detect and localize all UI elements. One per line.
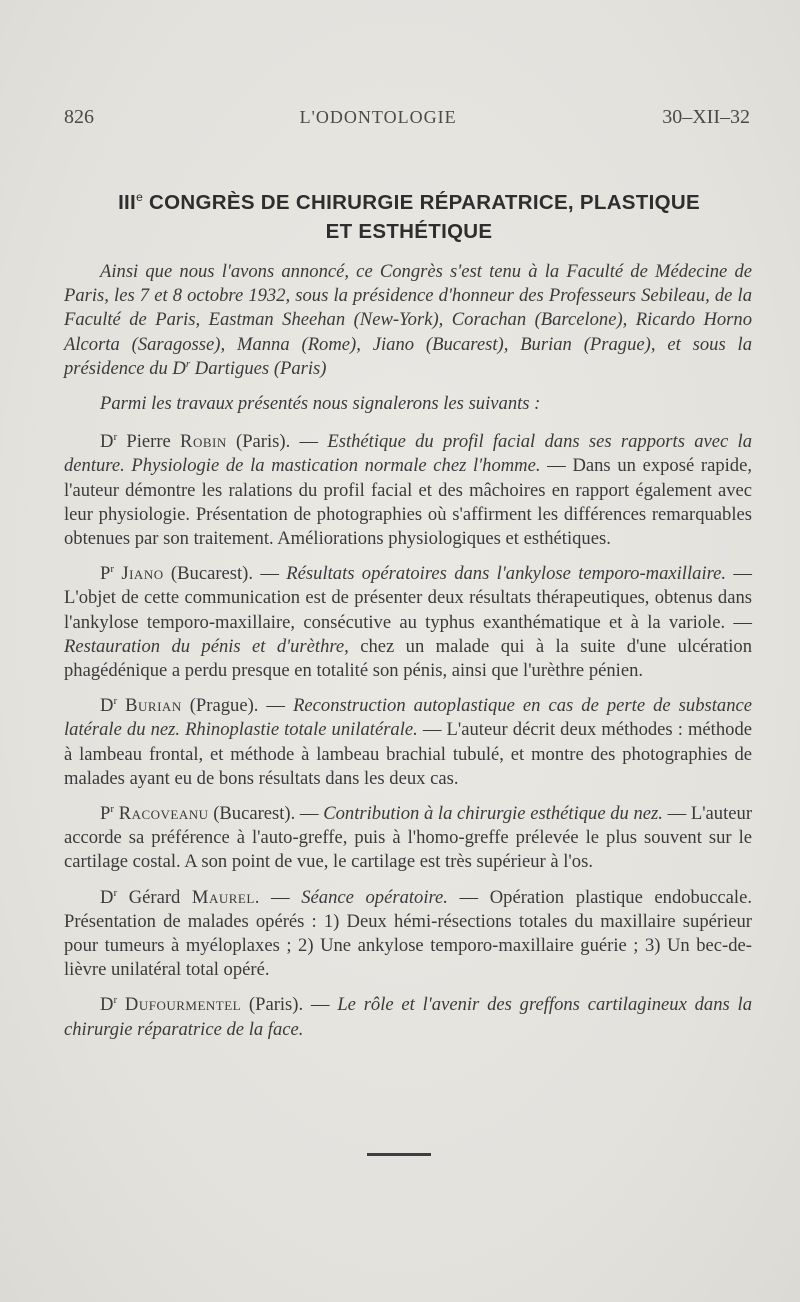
entry-work: Le rôle et l'avenir des greffons cartilagineux dans la chirurgie réparatrice de la face. bbox=[64, 994, 752, 1040]
entry-place: (Bucarest). — bbox=[208, 803, 324, 825]
entry-text: — Opération plastique endobuccale. Présentation de malades opérés : 1) Deux hémi-résections totales du maxillaire supérieur pour tumeurs à myéloplaxes ; 2) Une ankylose temporo-maxillaire guérie ; 3) Un bec-de-lièvre unilatéral total opéré. bbox=[64, 886, 752, 981]
entry-place: (Bucarest). — bbox=[163, 563, 287, 585]
entry-text-2: chez un malade qui à la suite d'une ulcération phagédénique a perdu presque en totalité son pénis, ainsi que l'urèthre pénien. bbox=[64, 635, 752, 682]
entry-text: — Dans un exposé rapide, l'auteur démontre les ralations du profil facial et des mâchoires en rapport également avec leur physiologie. Présentation de photographies où s'affirment les différences remarquables obtenues par son traitement. Améliorations physiologiques et esthétiques. bbox=[64, 455, 752, 550]
article-title bbox=[64, 188, 754, 246]
entry-title-sup: r bbox=[113, 695, 118, 708]
entry-paragraph bbox=[64, 562, 752, 683]
entry-work: Résultats opératoires dans l'ankylose temporo-maxillaire. bbox=[286, 563, 727, 585]
lead-paragraph: Parmi les travaux présentés nous signalerons les suivants : bbox=[100, 393, 541, 415]
entry-author: Racoveanu bbox=[118, 803, 209, 825]
entry-firstname: Pierre bbox=[117, 431, 181, 453]
entry-author: Maurel bbox=[191, 886, 255, 908]
entry-title: D bbox=[100, 994, 114, 1016]
entry-title-sup: r bbox=[113, 886, 118, 899]
running-title: L'ODONTOLOGIE bbox=[299, 107, 457, 127]
entry-paragraph bbox=[64, 430, 752, 551]
entry-title-sup: r bbox=[113, 994, 118, 1007]
entry-firstname bbox=[117, 994, 125, 1015]
entry-work-2: Restauration du pénis et d'urèthre, bbox=[64, 635, 349, 657]
entry-work: Contribution à la chirurgie esthétique du nez. bbox=[323, 803, 663, 825]
entry-author: Dufourmentel bbox=[124, 994, 242, 1016]
entry-place: (Prague). — bbox=[181, 695, 294, 717]
intro-sup: r bbox=[185, 357, 191, 370]
entry-place: (Paris). — bbox=[226, 431, 328, 453]
title-line-2: ET ESTHÉTIQUE bbox=[325, 220, 493, 243]
title-numeral: III bbox=[118, 191, 137, 214]
entry-paragraph bbox=[64, 886, 752, 983]
title-line-1-text: CONGRÈS DE CHIRURGIE RÉPARATRICE, PLASTIQUE bbox=[149, 191, 700, 214]
entry-work: Reconstruction autoplastique en cas de perte de substance latérale du nez. Rhinoplastie totale unilatérale. bbox=[64, 695, 752, 741]
intro-text: Ainsi que nous l'avons annoncé, ce Congrès s'est tenu à la Faculté de Médecine de Paris, les 7 et 8 octobre 1932, sous la présidence d'honneur des Professeurs Sebileau, de la Faculté de Paris, Eastman Sheehan (New-York), Corachan (Barcelone), Ricardo Horno Alcorta (Saragosse), Manna (Rome), Jiano (Bucarest), Burian (Prague), et sous la présidence du D bbox=[64, 261, 752, 379]
entry-title: D bbox=[100, 695, 114, 717]
entry-firstname: Gérard bbox=[117, 886, 192, 908]
title-numeral-sup: e bbox=[136, 190, 144, 205]
entry-text: — L'auteur accorde sa préférence à l'auto-greffe, puis à l'homo-greffe prélevée le plus souvent sur le cartilage costal. A son point de vue, le cartilage est très supérieur à l'os. bbox=[64, 803, 753, 873]
entry-firstname bbox=[117, 695, 125, 716]
article-body bbox=[64, 260, 752, 1053]
entry-title: P bbox=[100, 803, 111, 825]
title-line-1 bbox=[64, 188, 754, 217]
page-number: 826 bbox=[64, 106, 94, 128]
entry-author: Robin bbox=[180, 431, 227, 453]
entry-place: (Paris). — bbox=[241, 994, 338, 1016]
entry-title-sup: r bbox=[110, 802, 115, 815]
entry-title-sup: r bbox=[113, 431, 118, 444]
entry-text: — L'auteur décrit deux méthodes : méthode à lambeau frontal, et méthode à lambeau brachial tubulé, et montre des photographies de malades ayant eu de bons résultats dans les deux cas. bbox=[64, 719, 752, 789]
entry-title: D bbox=[100, 431, 114, 453]
entry-title-sup: r bbox=[110, 563, 115, 576]
intro-paragraph bbox=[64, 260, 752, 381]
entry-title: P bbox=[100, 563, 111, 585]
entry-work: Esthétique du profil facial dans ses rapports avec la denture. Physiologie de la mastication normale chez l'homme. bbox=[64, 431, 752, 477]
entry-paragraph bbox=[64, 993, 752, 1041]
issue-date: 30–XII–32 bbox=[662, 106, 750, 128]
entry-paragraph bbox=[64, 694, 752, 791]
entry-text: — L'objet de cette communication est de présenter deux résultats thérapeutiques, obtenus dans l'ankylose temporo-maxillaire, consécutive au typhus exanthématique et à la variole. — bbox=[64, 563, 752, 633]
entry-author: Burian bbox=[125, 695, 182, 717]
running-header bbox=[64, 106, 750, 129]
entry-author: Jiano bbox=[121, 563, 164, 585]
entry-paragraph bbox=[64, 802, 752, 875]
closing-rule bbox=[367, 1153, 431, 1156]
intro-text-end: Dartigues (Paris) bbox=[190, 357, 327, 379]
entry-title: D bbox=[100, 886, 114, 908]
entry-place: . — bbox=[254, 886, 302, 908]
entry-work: Séance opératoire. bbox=[301, 886, 448, 908]
